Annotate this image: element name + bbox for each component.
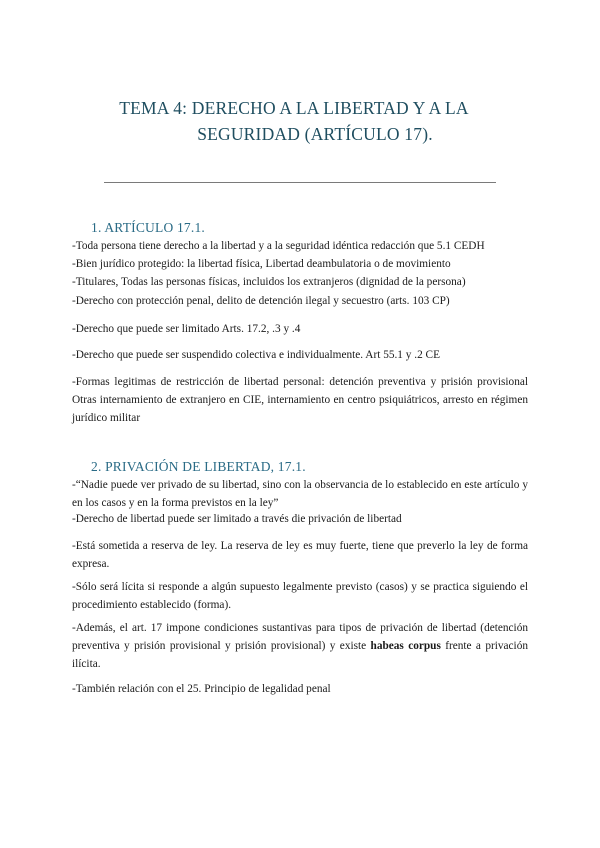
- section-1-intro-lines: [72, 237, 528, 291]
- section-2-heading: 2. PRIVACIÓN DE LIBERTAD, 17.1.: [91, 459, 306, 474]
- habeas-corpus-term: habeas corpus: [370, 640, 441, 652]
- paragraph-formas-restriccion: -Formas legitimas de restricción de libertad personal: detención preventiva y prisión provisional Otras internamiento de extranjero en CIE, internamiento en centro psiquiátricos, arresto en régimen jurídico militar: [72, 376, 528, 424]
- line-bien-juridico: -Bien jurídico protegido: la libertad física, Libertad deambulatoria o de movimiento: [72, 258, 451, 270]
- ademas-text-a: -Además, el art. 17 impone condiciones sustantivas para tipos de privación de libertad (detención preventiva y prisión provisional y prisión provisional) y existe: [72, 622, 528, 652]
- line-titulares: -Titulares, Todas las personas físicas, incluidos los extranjeros (dignidad de la persona): [72, 276, 466, 288]
- section-1-heading: 1. ARTÍCULO 17.1.: [91, 220, 205, 235]
- paragraph-licita: -Sólo será lícita si responde a algún supuesto legalmente previsto (casos) y se practica siguiendo el procedimiento establecido (forma).: [72, 581, 528, 611]
- paragraph-limitado: -Derecho que puede ser limitado Arts. 17.2, .3 y .4: [72, 323, 301, 335]
- paragraph-quote-nadie: -“Nadie puede ver privado de su libertad, sino con la observancia de lo establecido en este artículo y en los casos y en la forma previstos en la ley”: [72, 479, 528, 509]
- document-title: [0, 95, 600, 147]
- paragraph-proteccion-penal: -Derecho con protección penal, delito de detención ilegal y secuestro (arts. 103 CP): [72, 295, 450, 307]
- paragraph-privacion: -Derecho de libertad puede ser limitado a través die privación de libertad: [72, 513, 402, 525]
- title-line-1: TEMA 4: DERECHO A LA LIBERTAD Y A LA: [119, 98, 469, 118]
- title-divider: [104, 182, 496, 183]
- ademas-text-b: frente a privación ilícita.: [72, 640, 528, 670]
- paragraph-ademas: [72, 619, 528, 673]
- title-line-2: SEGURIDAD (ARTÍCULO 17).: [197, 124, 433, 144]
- paragraph-reserva-ley: -Está sometida a reserva de ley. La reserva de ley es muy fuerte, tiene que preverlo la ley de forma expresa.: [72, 540, 528, 570]
- line-derecho: -Toda persona tiene derecho a la libertad y a la seguridad idéntica redacción que 5.1 CEDH: [72, 240, 485, 252]
- paragraph-tambien: -También relación con el 25. Principio de legalidad penal: [72, 683, 331, 695]
- paragraph-suspendido: -Derecho que puede ser suspendido colectiva e individualmente. Art 55.1 y .2 CE: [72, 349, 440, 361]
